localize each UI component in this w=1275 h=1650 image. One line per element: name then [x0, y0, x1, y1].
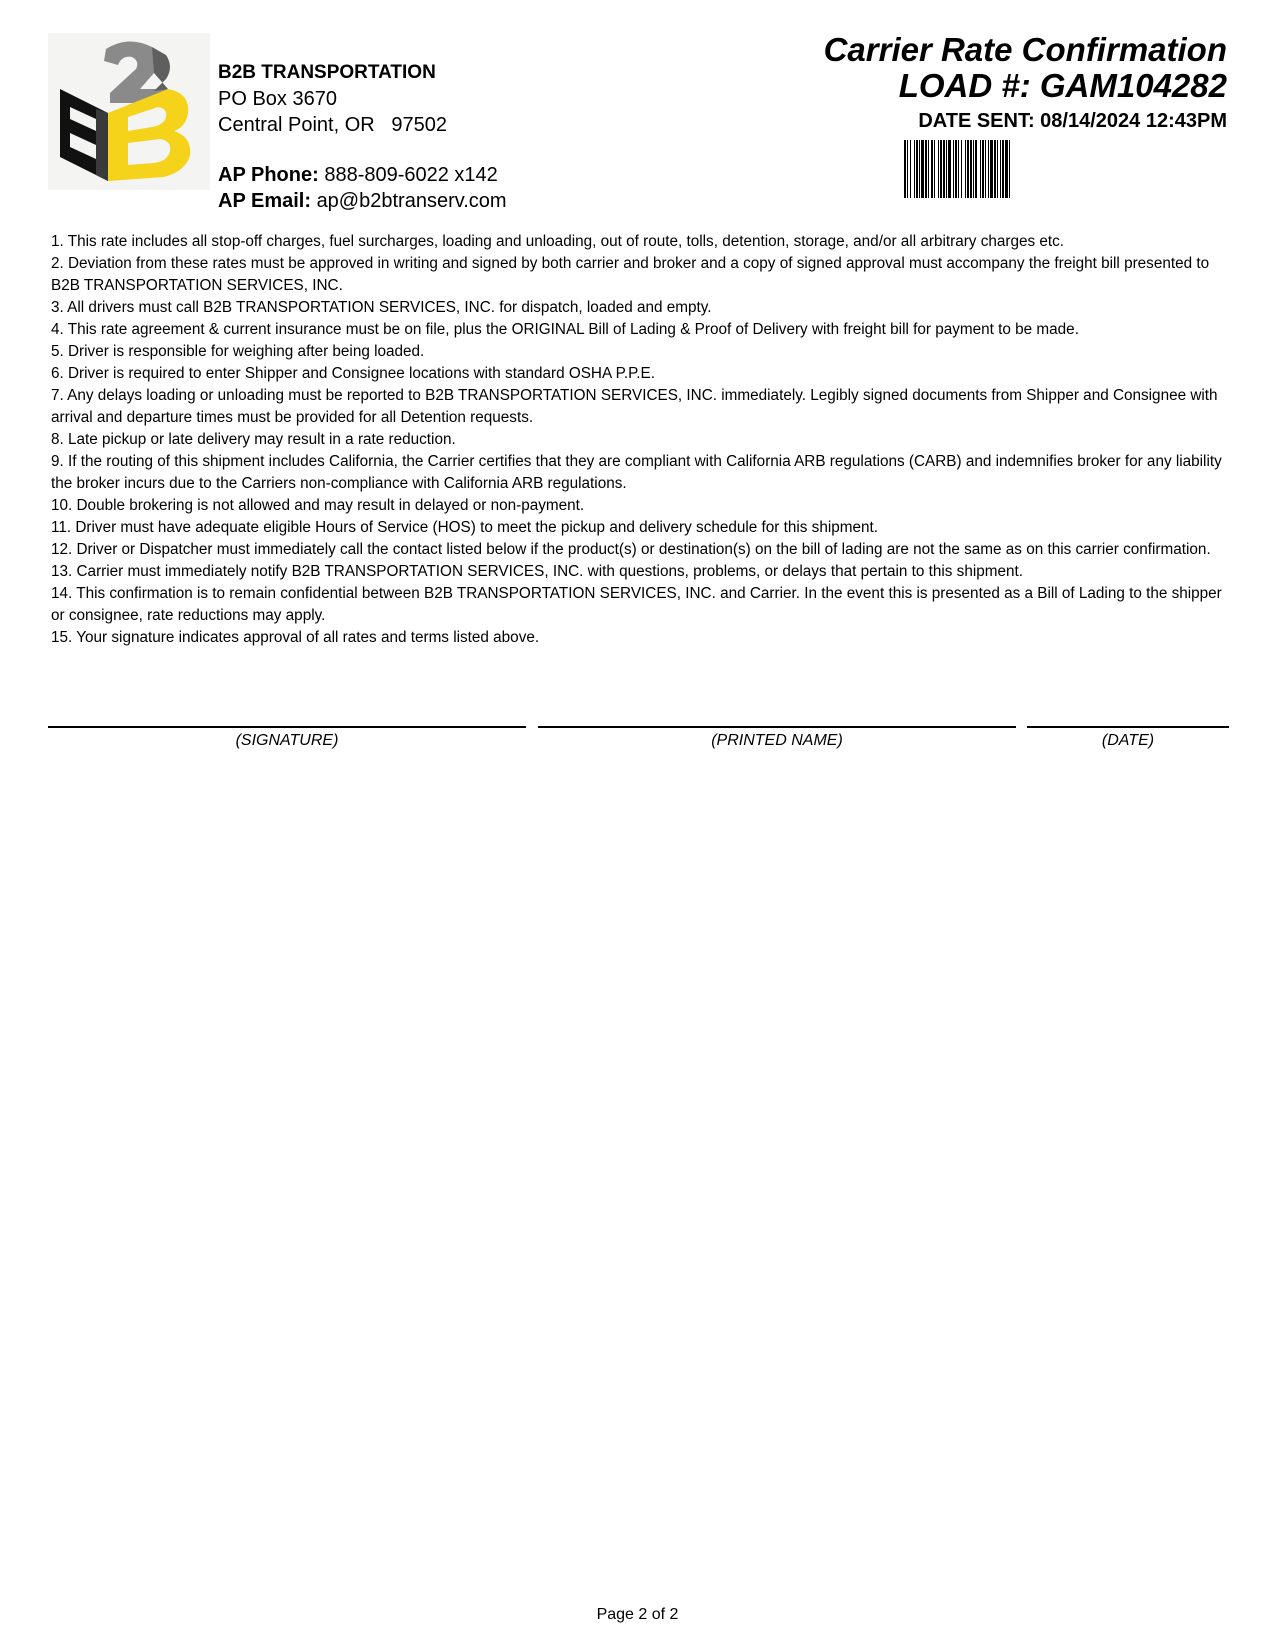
- address-line-1: PO Box 3670: [218, 88, 337, 110]
- page-title: Carrier Rate Confirmation: [823, 31, 1227, 68]
- term-item: 9. If the routing of this shipment includes California, the Carrier certifies that they are compliant with California ARB regulations (CARB) and indemnifies broker for any liability the broker incurs due to the Carriers non-compliance with California ARB regulations.: [51, 453, 1222, 492]
- title-block: [824, 32, 1227, 133]
- company-info: [218, 60, 507, 214]
- ap-phone-label: AP Phone:: [218, 164, 319, 186]
- printed-name-line: [538, 726, 1016, 728]
- term-item: 14. This confirmation is to remain confidential between B2B TRANSPORTATION SERVICES, INC. and Carrier. In the event this is presented as a Bill of Lading to the shipper or consignee, rate reductions may apply.: [51, 585, 1222, 624]
- ap-email-value: ap@b2btranserv.com: [316, 190, 507, 212]
- terms-list: [51, 231, 1231, 649]
- page-number: Page 2 of 2: [596, 1606, 679, 1623]
- barcode-icon: [904, 140, 1090, 198]
- signature-label: (SIGNATURE): [235, 732, 339, 749]
- signature-line: [48, 726, 526, 728]
- term-item: 3. All drivers must call B2B TRANSPORTATION SERVICES, INC. for dispatch, loaded and empty.: [51, 299, 712, 316]
- term-item: 2. Deviation from these rates must be approved in writing and signed by both carrier and broker and a copy of signed approval must accompany the freight bill presented to B2B TRANSPORTATION SERVICES, INC.: [51, 255, 1210, 294]
- load-number: LOAD #: GAM104282: [898, 67, 1227, 104]
- date-line: [1027, 726, 1229, 728]
- term-item: 12. Driver or Dispatcher must immediately call the contact listed below if the product(s) or destination(s) on the bill of lading are not the same as on this carrier confirmation.: [51, 541, 1211, 558]
- company-name: B2B TRANSPORTATION: [218, 62, 436, 83]
- term-item: 15. Your signature indicates approval of all rates and terms listed above.: [51, 629, 540, 646]
- b2b-logo: [48, 33, 210, 190]
- term-item: 13. Carrier must immediately notify B2B TRANSPORTATION SERVICES, INC. with questions, problems, or delays that pertain to this shipment.: [51, 563, 1024, 580]
- term-item: 7. Any delays loading or unloading must be reported to B2B TRANSPORTATION SERVICES, INC. immediately. Legibly signed documents from Shipper and Consignee with arrival and departure times must be provided for all Detention requests.: [51, 387, 1218, 426]
- term-item: 1. This rate includes all stop-off charges, fuel surcharges, loading and unloading, out of route, tolls, detention, storage, and/or all arbitrary charges etc.: [51, 233, 1065, 250]
- address-line-2: Central Point, OR 97502: [218, 114, 448, 136]
- term-item: 11. Driver must have adequate eligible Hours of Service (HOS) to meet the pickup and delivery schedule for this shipment.: [51, 519, 879, 536]
- term-item: 6. Driver is required to enter Shipper and Consignee locations with standard OSHA P.P.E.: [51, 365, 656, 382]
- ap-contact: [218, 162, 507, 214]
- term-item: 4. This rate agreement & current insurance must be on file, plus the ORIGINAL Bill of Lading & Proof of Delivery with freight bill for payment to be made.: [51, 321, 1079, 338]
- term-item: 5. Driver is responsible for weighing after being loaded.: [51, 343, 425, 360]
- term-item: 8. Late pickup or late delivery may result in a rate reduction.: [51, 431, 456, 448]
- date-sent: DATE SENT: 08/14/2024 12:43PM: [918, 110, 1227, 132]
- printed-name-label: (PRINTED NAME): [711, 732, 843, 749]
- term-item: 10. Double brokering is not allowed and may result in delayed or non-payment.: [51, 497, 585, 514]
- ap-phone-value: 888-809-6022 x142: [324, 164, 498, 186]
- date-label: (DATE): [1101, 732, 1155, 749]
- ap-email-row: [218, 188, 507, 214]
- ap-phone-row: [218, 162, 507, 188]
- ap-email-label: AP Email:: [218, 190, 311, 212]
